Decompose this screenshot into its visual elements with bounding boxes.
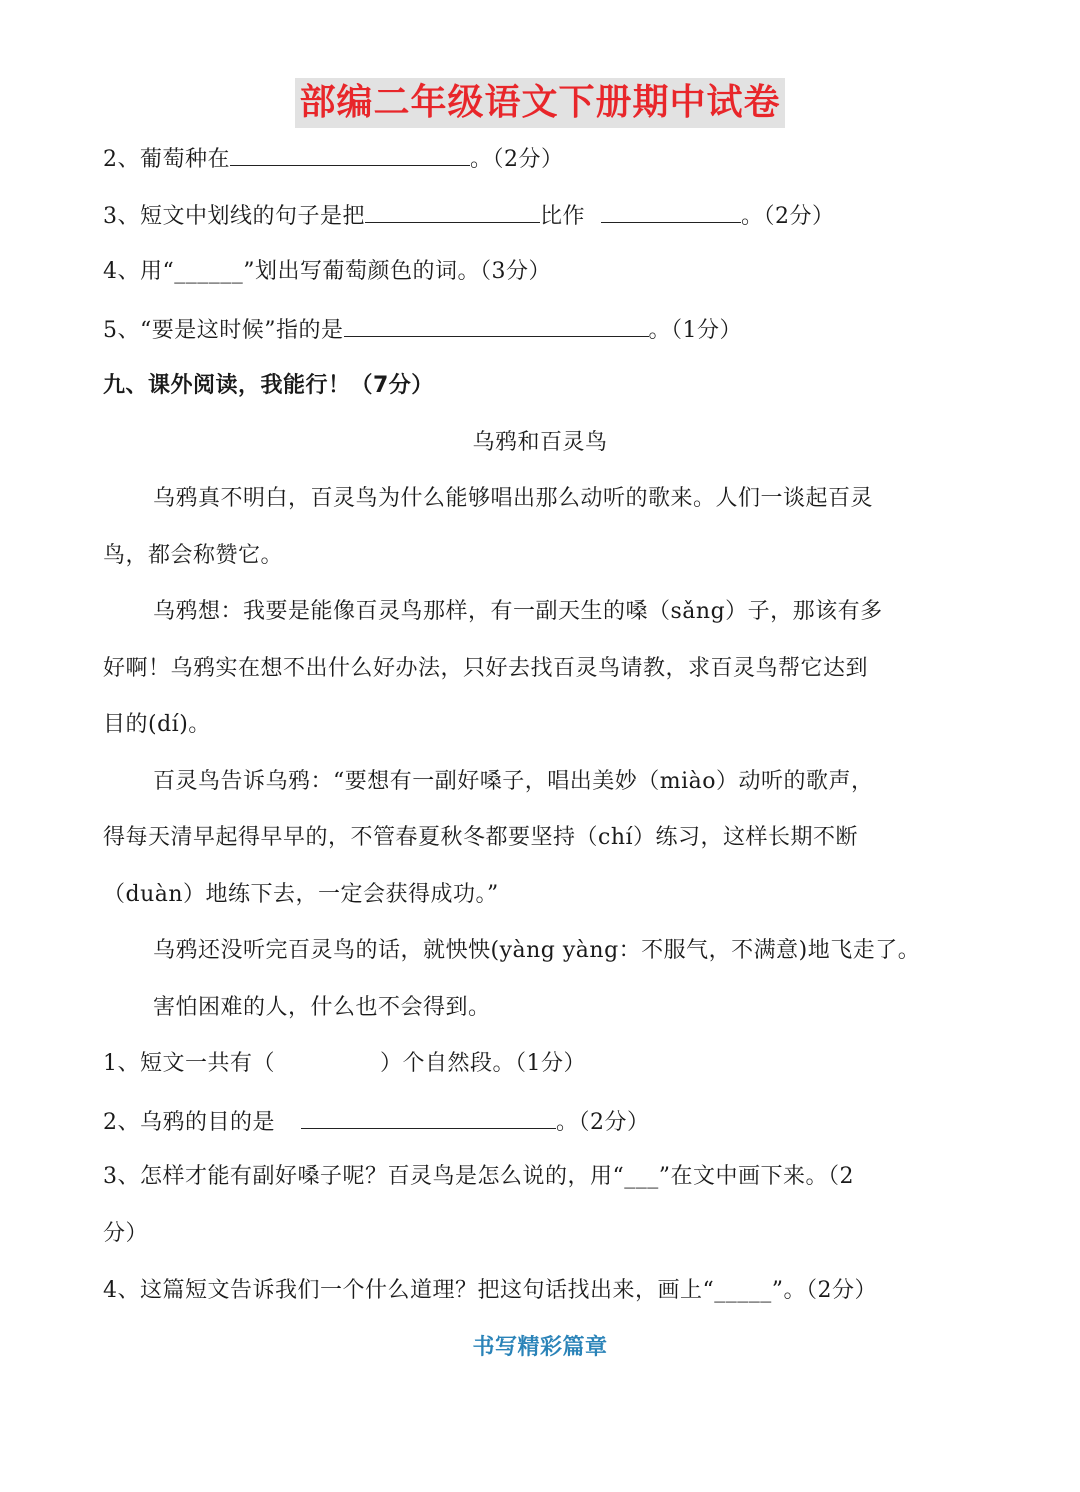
answer-blank[interactable]: [344, 314, 649, 337]
question-4: [103, 1276, 877, 1306]
story-paragraph-3-line-3: （duàn）地练下去，一定会获得成功。”: [103, 882, 499, 907]
answer-blank[interactable]: [301, 1106, 556, 1129]
question-number: 4、: [103, 1278, 140, 1303]
question-text: 短文一共有（: [140, 1051, 276, 1076]
question-text: 用“: [140, 259, 175, 284]
underline-mark: ___: [624, 1164, 659, 1189]
question-1: [103, 1049, 586, 1079]
underline-mark: ______: [174, 259, 244, 284]
story-paragraph-4: 乌鸦还没听完百灵鸟的话，就怏怏(yàng yàng：不服气，不满意)地飞走了。: [153, 938, 921, 963]
question-2: [103, 1106, 650, 1138]
question-text: 葡萄种在: [140, 147, 231, 172]
question-score: 。（2分）: [470, 147, 564, 172]
underline-mark: _____: [714, 1278, 772, 1303]
title-wrap: [0, 78, 1080, 128]
question-number: 2、: [103, 147, 140, 172]
question-score: 。（2分）: [556, 1110, 650, 1135]
story-paragraph-1-line-1: 乌鸦真不明白，百灵鸟为什么能够唱出那么动听的歌来。人们一谈起百灵: [153, 486, 874, 511]
answer-blank[interactable]: [601, 200, 741, 223]
question-3-wrap: 分）: [103, 1221, 149, 1246]
story-title: 乌鸦和百灵鸟: [472, 430, 608, 455]
question-number: 1、: [103, 1051, 140, 1076]
question-text: 短文中划线的句子是把: [140, 204, 366, 229]
question-3-top: [103, 200, 835, 232]
question-number: 4、: [103, 259, 140, 284]
question-4-top: [103, 257, 551, 287]
question-text: “要是这时候”指的是: [140, 318, 344, 343]
question-score: ”划出写葡萄颜色的词。（3分）: [243, 259, 551, 284]
story-paragraph-3-line-1: 百灵鸟告诉乌鸦：“要想有一副好嗓子，唱出美妙（miào）动听的歌声，: [153, 769, 874, 794]
story-paragraph-2-line-2: 好啊！乌鸦实在想不出什么好办法，只好去找百灵鸟请教，求百灵鸟帮它达到: [103, 656, 869, 681]
story-paragraph-2-line-1: 乌鸦想：我要是能像百灵鸟那样，有一副天生的嗓（sǎng）子，那该有多: [153, 599, 883, 624]
question-score: 。（2分）: [741, 204, 835, 229]
question-3: [103, 1162, 854, 1192]
question-text: 乌鸦的目的是: [140, 1110, 276, 1135]
answer-blank[interactable]: [230, 143, 470, 166]
story-paragraph-2-line-3: 目的(dí)。: [103, 712, 211, 737]
question-number: 3、: [103, 1164, 140, 1189]
question-text: 这篇短文告诉我们一个什么道理？把这句话找出来，画上“: [140, 1278, 715, 1303]
question-score: 。（1分）: [648, 318, 742, 343]
answer-blank[interactable]: [365, 200, 540, 223]
story-paragraph-5: 害怕困难的人，什么也不会得到。: [153, 995, 491, 1020]
question-2-top: [103, 143, 564, 175]
question-number: 3、: [103, 204, 140, 229]
section-heading: 九、课外阅读，我能行！（7分）: [103, 373, 434, 398]
footer-heading: 书写精彩篇章: [472, 1335, 608, 1360]
question-text: 怎样才能有副好嗓子呢？百灵鸟是怎么说的，用“: [140, 1164, 625, 1189]
story-paragraph-1-line-2: 鸟，都会称赞它。: [103, 543, 284, 568]
question-score: ）个自然段。（1分）: [380, 1051, 587, 1076]
question-5-top: [103, 314, 742, 346]
question-text-mid: 比作: [540, 204, 586, 229]
question-score: ”。（2分）: [771, 1278, 877, 1303]
question-score: ”在文中画下来。（2: [658, 1164, 854, 1189]
question-number: 5、: [103, 318, 140, 343]
story-paragraph-3-line-2: 得每天清早起得早早的，不管春夏秋冬都要坚持（chí）练习，这样长期不断: [103, 825, 859, 850]
question-number: 2、: [103, 1110, 140, 1135]
exam-title: 部编二年级语文下册期中试卷: [295, 78, 784, 128]
